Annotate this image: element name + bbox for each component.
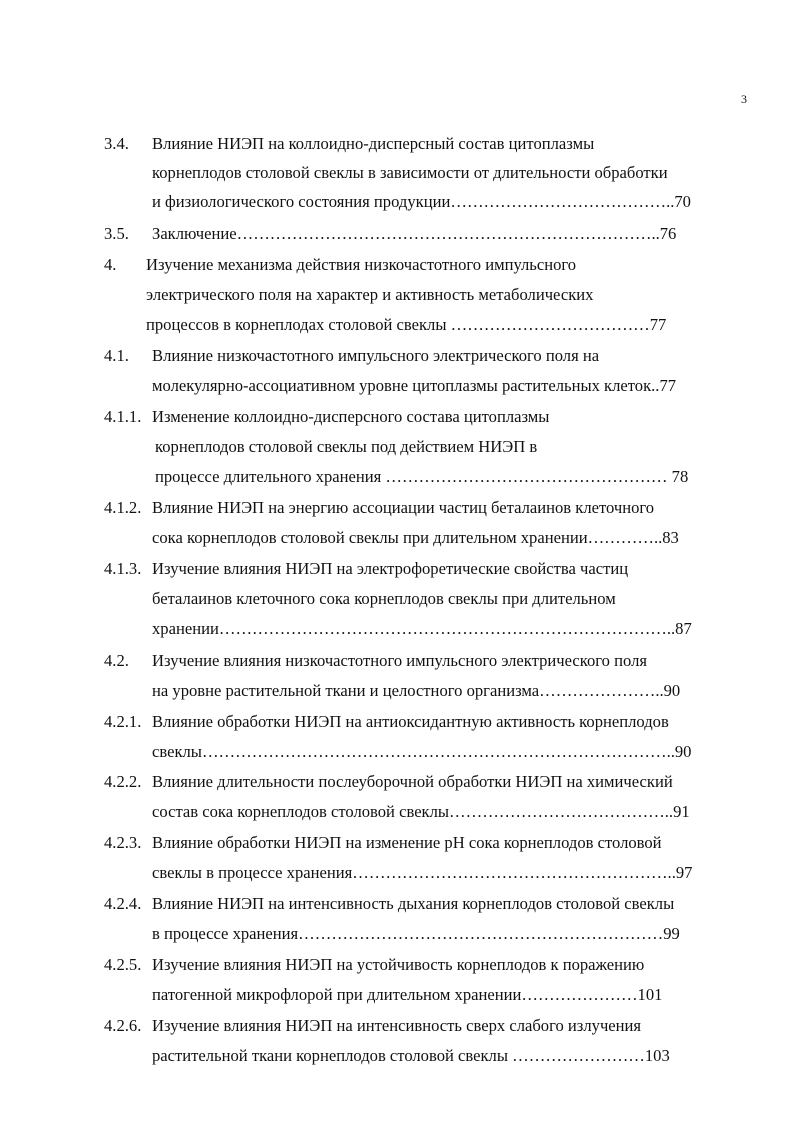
toc-entry-3-5: Заключение…………………………………………………………………..76: [152, 224, 677, 243]
toc-entry-4-1-2-line-1: Влияние НИЭП на энергию ассоциации частиц беталаинов клеточного: [152, 498, 655, 517]
toc-entry-4-1-1-line-2: корнеплодов столовой свеклы под действием НИЭП в: [155, 437, 538, 456]
toc-number-4-2-3: 4.2.3.: [104, 833, 142, 852]
toc-entry-4-1-line-2: молекулярно-ассоциативном уровне цитоплазмы растительных клеток..77: [152, 376, 677, 395]
toc-entry-4-2-2-line-1: Влияние длительности послеуборочной обработки НИЭП на химический: [152, 772, 673, 791]
toc-entry-3-4-line-2: корнеплодов столовой свеклы в зависимости от длительности обработки: [152, 163, 668, 182]
toc-entry-4-1-2-line-2: сока корнеплодов столовой свеклы при длительном хранении…………..83: [152, 528, 679, 547]
toc-entry-4-2-line-2: на уровне растительной ткани и целостного организма…………………..90: [152, 681, 681, 700]
toc-entry-4-1-1-line-3: процессе длительного хранения …………………………………………… 78: [155, 467, 689, 486]
toc-number-4-2-6: 4.2.6.: [104, 1016, 142, 1035]
toc-entry-4-2-4-line-2: в процессе хранения…………………………………………………………99: [152, 924, 680, 943]
toc-entry-4-2-1-line-2: свеклы…………………………………………………………………………..90: [152, 742, 692, 761]
toc-entry-4-1-1-line-1: Изменение коллоидно-дисперсного состава цитоплазмы: [152, 407, 550, 426]
toc-entry-4-2-line-1: Изучение влияния низкочастотного импульсного электрического поля: [152, 651, 647, 670]
page-number: 3: [741, 92, 747, 106]
toc-entry-4-1-line-1: Влияние низкочастотного импульсного электрического поля на: [152, 346, 600, 365]
toc-entry-4-1-3-line-2: беталаинов клеточного сока корнеплодов свеклы при длительном: [152, 589, 616, 608]
toc-number-4-2-5: 4.2.5.: [104, 955, 142, 974]
toc-entry-4-2-6-line-1: Изучение влияния НИЭП на интенсивность сверх слабого излучения: [152, 1016, 642, 1035]
toc-entry-4-2-4-line-1: Влияние НИЭП на интенсивность дыхания корнеплодов столовой свеклы: [152, 894, 675, 913]
toc-number-4-2-4: 4.2.4.: [104, 894, 142, 913]
toc-number-4-1-1: 4.1.1.: [104, 407, 142, 426]
toc-number-4-2-1: 4.2.1.: [104, 712, 142, 731]
toc-entry-4-2-1-line-1: Влияние обработки НИЭП на антиоксидантную активность корнеплодов: [152, 712, 669, 731]
toc-entry-4-line-1: Изучение механизма действия низкочастотного импульсного: [146, 255, 577, 274]
toc-entry-4-2-3-line-2: свеклы в процессе хранения…………………………………………………..97: [152, 863, 693, 882]
toc-number-4-1-3: 4.1.3.: [104, 559, 142, 578]
toc-entry-3-4-line-1: Влияние НИЭП на коллоидно-дисперсный состав цитоплазмы: [152, 134, 595, 153]
toc-number-4-1: 4.1.: [104, 346, 129, 365]
toc-number-4-1-2: 4.1.2.: [104, 498, 142, 517]
toc-number-3-5: 3.5.: [104, 224, 129, 243]
toc-number-4-2-2: 4.2.2.: [104, 772, 142, 791]
toc-entry-4-2-3-line-1: Влияние обработки НИЭП на изменение pH сока корнеплодов столовой: [152, 833, 662, 852]
toc-entry-4-1-3-line-1: Изучение влияния НИЭП на электрофоретические свойства частиц: [152, 559, 629, 578]
toc-entry-4-line-2: электрического поля на характер и активность метаболических: [146, 285, 594, 304]
toc-entry-4-2-6-line-2: растительной ткани корнеплодов столовой свеклы ……………………103: [152, 1046, 670, 1065]
toc-number-3-4: 3.4.: [104, 134, 129, 153]
toc-entry-4-2-2-line-2: состав сока корнеплодов столовой свеклы…………………………………..91: [152, 802, 690, 821]
toc-entry-4-2-5-line-2: патогенной микрофлорой при длительном хранении…………………101: [152, 985, 663, 1004]
toc-entry-3-4-line-3: и физиологического состояния продукции…………………………………..70: [152, 192, 691, 211]
toc-entry-4-line-3: процессов в корнеплодах столовой свеклы ………………………………77: [146, 315, 667, 334]
toc-number-4-2: 4.2.: [104, 651, 129, 670]
toc-entry-4-2-5-line-1: Изучение влияния НИЭП на устойчивость корнеплодов к поражению: [152, 955, 645, 974]
toc-number-4: 4.: [104, 255, 117, 274]
toc-entry-4-1-3-line-3: хранении………………………………………………………………………..87: [152, 619, 692, 638]
